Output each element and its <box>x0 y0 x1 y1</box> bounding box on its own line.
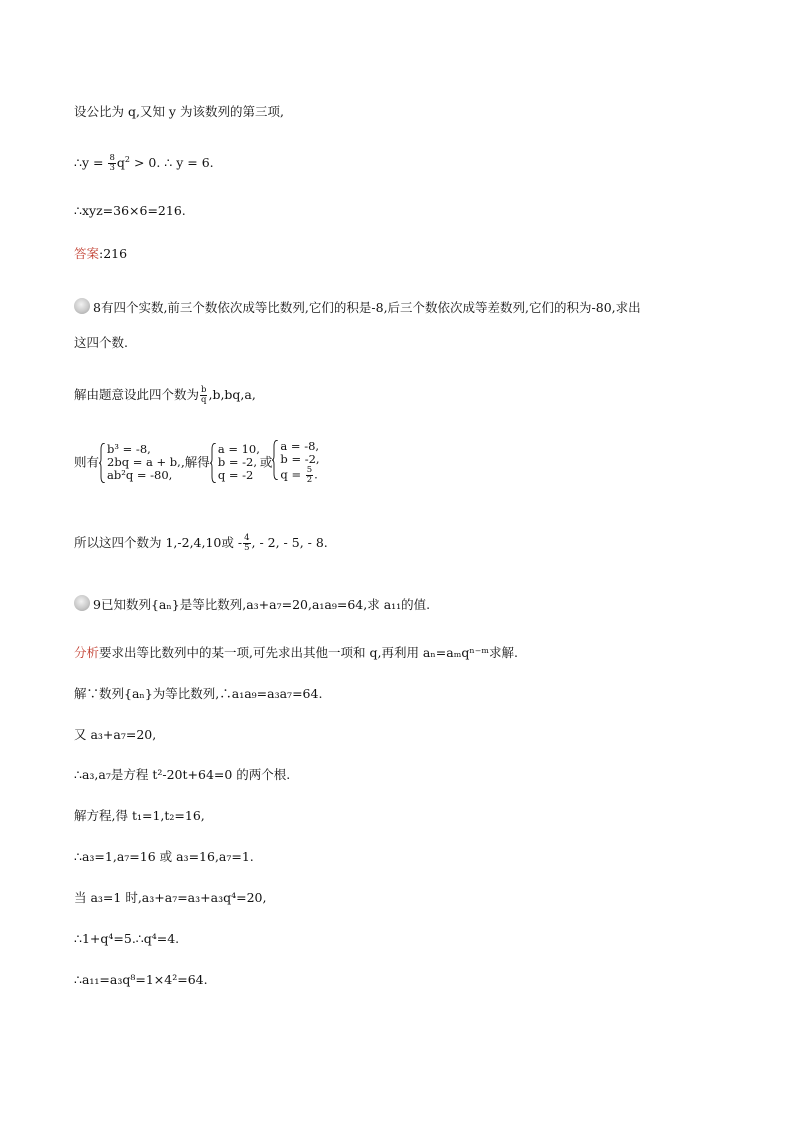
solution-line-3 <box>74 203 186 219</box>
solution-line-2 <box>74 152 214 173</box>
equation-system-a: b³ = -8, 2bq = a + b, ab²q = -80, <box>99 443 181 482</box>
solution-9-line-8: ∴a₁₁=a₃q⁸=1×4²=64. <box>74 972 208 987</box>
problem-text: 已知数列{aₙ}是等比数列,a₃+a₇=20,a₁a₉=64,求 a₁₁的值. <box>100 597 431 612</box>
equation-system-b: a = 10, b = -2, q = -2 <box>210 443 260 482</box>
text: 所以这四个数为 1,-2,4,10或 - <box>74 535 243 550</box>
solution-8-line-1 <box>74 386 256 405</box>
problem-8-line-1 <box>93 300 641 316</box>
answer-label: 答案 <box>74 246 100 261</box>
text: 则有 <box>74 454 100 470</box>
problem-number: 9 <box>93 597 101 612</box>
answer-value: :216 <box>99 246 128 261</box>
problem-number: 8 <box>93 300 101 315</box>
equation-system-c: a = -8, b = -2, q = $\frac{5}{2}$ . <box>272 440 319 485</box>
superscript: 2 <box>124 155 130 164</box>
solution-line-1 <box>74 104 284 120</box>
analysis-label: 分析 <box>74 645 100 660</box>
fraction-8-3: $\frac{8}{3}$ <box>109 153 115 173</box>
problem-text: 有四个实数,前三个数依次成等比数列,它们的积是-8,后三个数依次成等差数列,它们的积为-80,求出 <box>100 300 641 315</box>
solution-9-line-1: 解∵数列{aₙ}为等比数列,∴a₁a₉=a₃a₇=64. <box>74 686 323 701</box>
problem-text: 这四个数. <box>74 335 128 350</box>
question-marker-icon <box>74 595 90 611</box>
text: > 0. ∴ y = 6. <box>129 155 214 170</box>
text: ,b,bq,a, <box>208 387 256 402</box>
fraction-4-5: $\frac{4}{5}$ <box>244 533 250 553</box>
analysis-line <box>74 645 518 661</box>
problem-9-line <box>93 597 430 613</box>
text: q <box>116 155 125 170</box>
brace-icon <box>210 443 217 483</box>
text: 设公比为 q,又知 y 为该数列的第三项, <box>74 104 284 119</box>
text: ∴y = <box>74 155 108 170</box>
solution-9-line-3: ∴a₃,a₇是方程 t²-20t+64=0 的两个根. <box>74 767 291 782</box>
fraction-5-2: $\frac{5}{2}$ <box>306 465 313 485</box>
solution-9-line-5: ∴a₃=1,a₇=16 或 a₃=16,a₇=1. <box>74 849 254 864</box>
solution-9-line-4: 解方程,得 t₁=1,t₂=16, <box>74 808 205 823</box>
solution-8-systems <box>74 440 320 485</box>
answer-line <box>74 246 127 262</box>
question-marker-icon <box>74 298 90 314</box>
brace-icon <box>272 440 279 480</box>
text: ,解得 <box>180 454 210 470</box>
text: , - 2, - 5, - 8. <box>251 535 328 550</box>
problem-8-line-2 <box>74 335 128 351</box>
solution-9-line-7: ∴1+q⁴=5.∴q⁴=4. <box>74 931 180 946</box>
text: 解由题意设此四个数为 <box>74 387 200 402</box>
text: 或 <box>259 454 273 470</box>
brace-icon <box>99 443 106 483</box>
solution-8-line-3 <box>74 534 328 553</box>
solution-9-line-2: 又 a₃+a₇=20, <box>74 727 157 742</box>
analysis-text: 要求出等比数列中的某一项,可先求出其他一项和 q,再利用 aₙ=aₘqⁿ⁻ᵐ求解. <box>99 645 519 660</box>
text: ∴xyz=36×6=216. <box>74 203 186 218</box>
fraction-b-q: $\frac{b}{q}$ <box>201 385 207 405</box>
solution-9-line-6: 当 a₃=1 时,a₃+a₇=a₃+a₃q⁴=20, <box>74 890 267 905</box>
